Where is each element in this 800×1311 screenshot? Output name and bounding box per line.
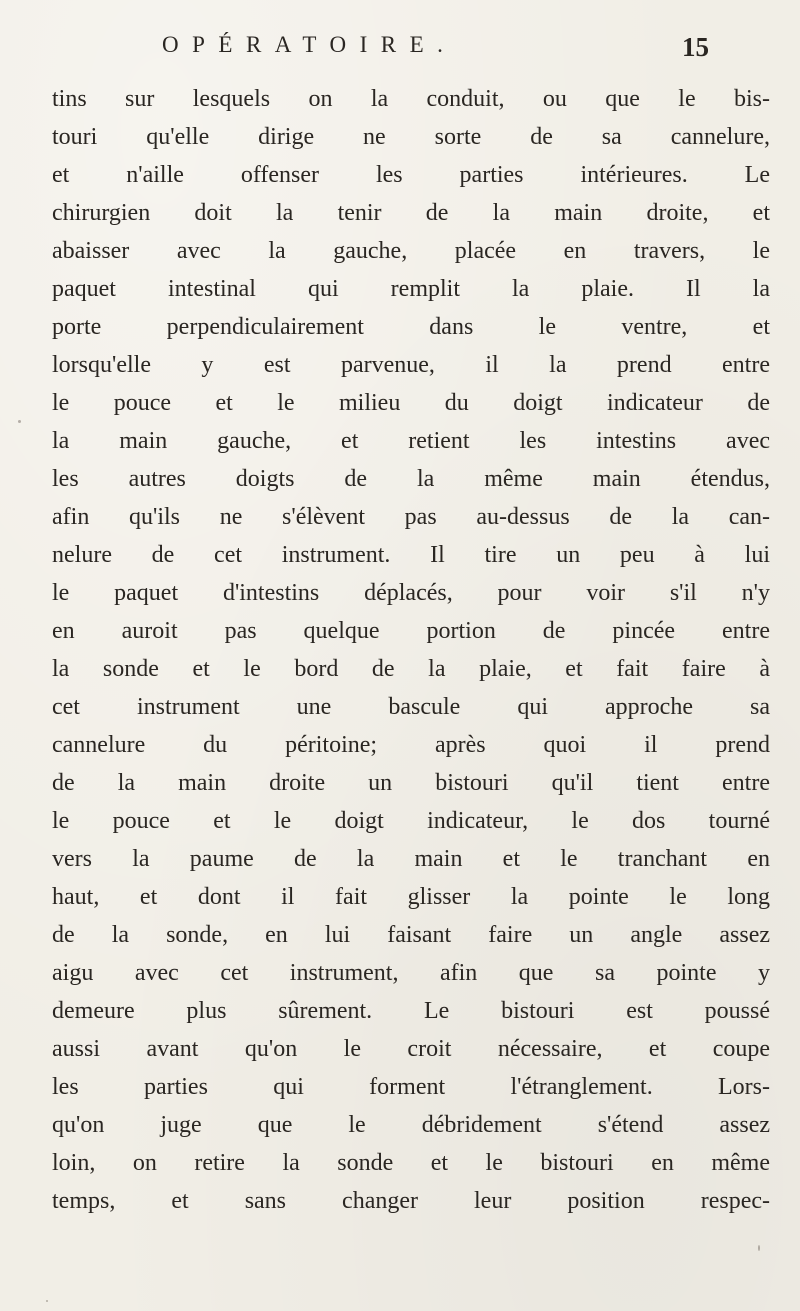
text-line: tins sur lesquels on la conduit, ou que le bis- [52,86,770,112]
text-line: la main gauche, et retient les intestins avec [52,428,770,454]
text-line: cannelure du péritoine; après quoi il prend [52,732,770,758]
page-number: 15 [682,32,709,62]
text-line: chirurgien doit la tenir de la main droite, et [52,200,770,226]
text-line: aussi avant qu'on le croit nécessaire, et coupe [52,1036,770,1062]
text-line: loin, on retire la sonde et le bistouri en même [52,1150,770,1176]
text-line: la sonde et le bord de la plaie, et fait faire à [52,656,770,682]
text-line: de la sonde, en lui faisant faire un angle assez [52,922,770,948]
text-line: porte perpendiculairement dans le ventre, et [52,314,770,340]
text-line: et n'aille offenser les parties intérieures. Le [52,162,770,188]
body-text [52,80,770,1220]
paper-speck [46,1300,48,1302]
running-header [0,30,800,74]
text-line: de la main droite un bistouri qu'il tient entre [52,770,770,796]
text-line: temps, et sans changer leur position respec- [52,1188,770,1214]
text-line: haut, et dont il fait glisser la pointe le long [52,884,770,910]
text-line: aigu avec cet instrument, afin que sa pointe y [52,960,770,986]
text-line: vers la paume de la main et le tranchant en [52,846,770,872]
paper-speck [758,1245,760,1251]
text-line: les autres doigts de la même main étendus, [52,466,770,492]
text-line: abaisser avec la gauche, placée en travers, le [52,238,770,264]
text-line: demeure plus sûrement. Le bistouri est poussé [52,998,770,1024]
text-line: paquet intestinal qui remplit la plaie. Il la [52,276,770,302]
text-line: le paquet d'intestins déplacés, pour voir s'il n'y [52,580,770,606]
text-line: touri qu'elle dirige ne sorte de sa cannelure, [52,124,770,150]
text-line: le pouce et le doigt indicateur, le dos tourné [52,808,770,834]
text-line: en auroit pas quelque portion de pincée entre [52,618,770,644]
text-line: cet instrument une bascule qui approche sa [52,694,770,720]
text-line: lorsqu'elle y est parvenue, il la prend entre [52,352,770,378]
text-line: qu'on juge que le débridement s'étend assez [52,1112,770,1138]
text-line: les parties qui forment l'étranglement. Lors- [52,1074,770,1100]
text-line: nelure de cet instrument. Il tire un peu à lui [52,542,770,568]
text-line: le pouce et le milieu du doigt indicateur de [52,390,770,416]
text-line: afin qu'ils ne s'élèvent pas au-dessus de la can- [52,504,770,530]
running-title: OPÉRATOIRE. [162,32,457,57]
paper-speck [18,420,21,423]
